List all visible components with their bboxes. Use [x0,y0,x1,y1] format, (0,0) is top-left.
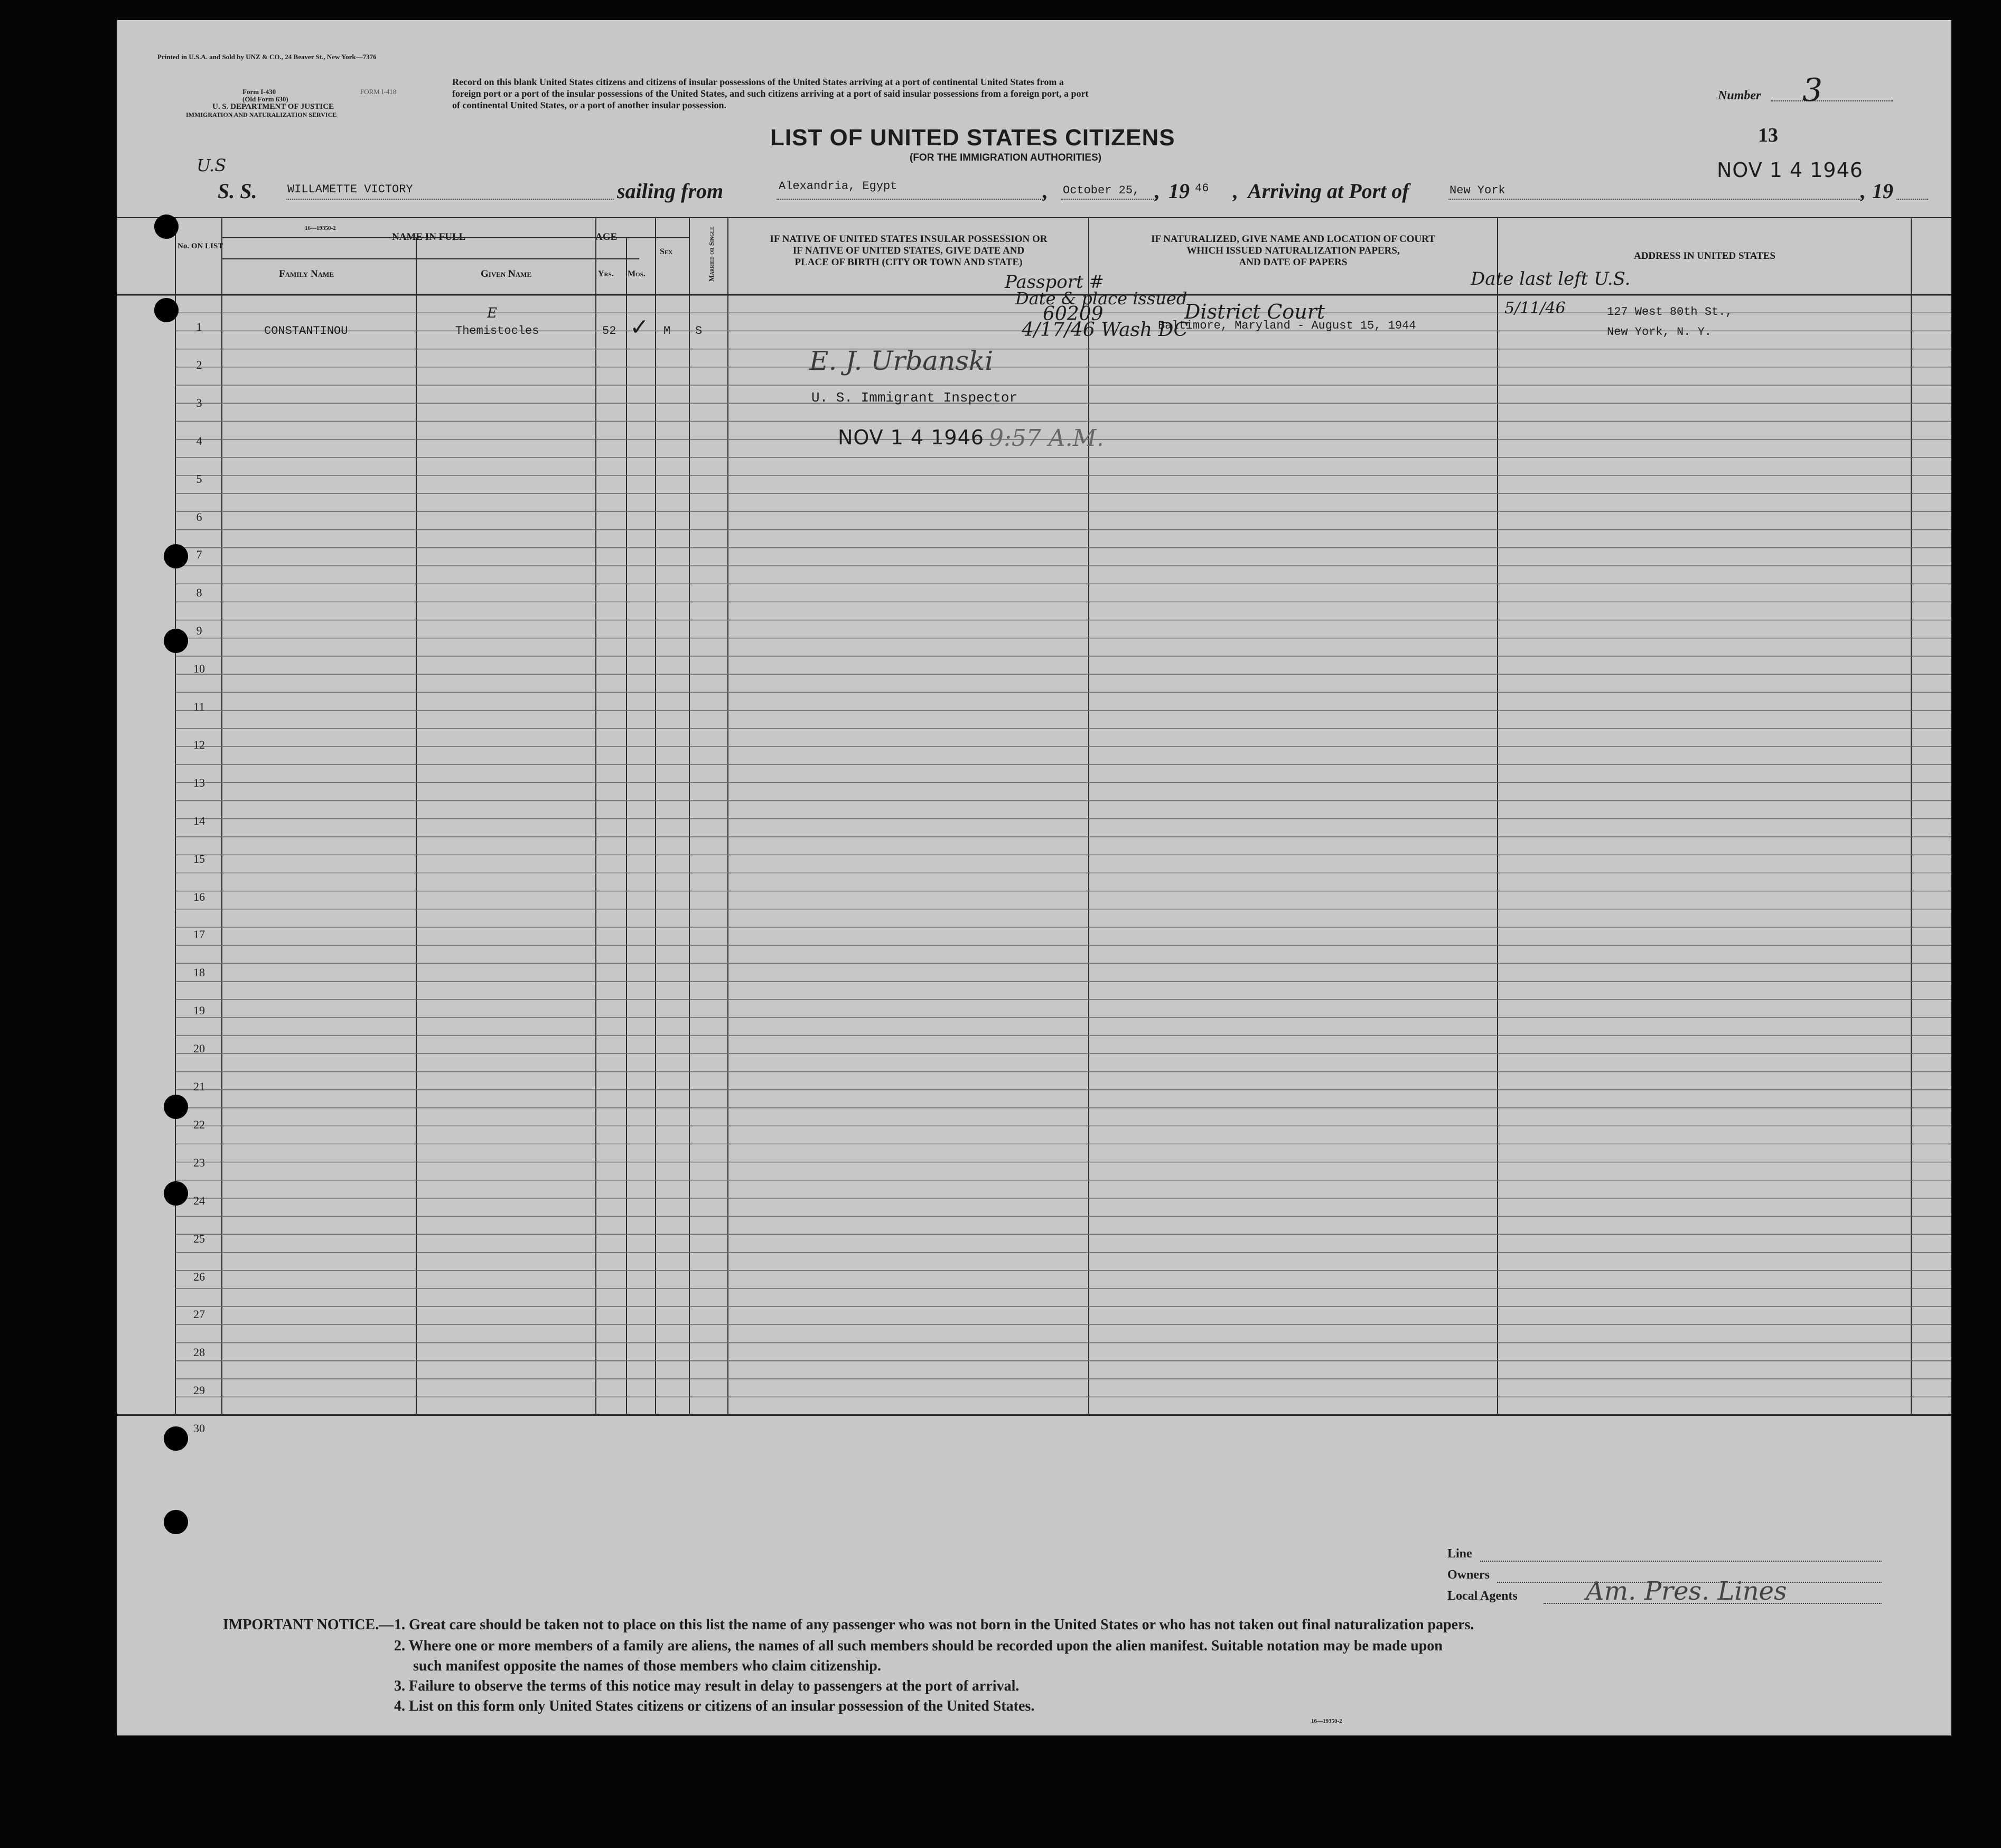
punch-hole [164,629,188,653]
row-number: 18 [193,966,205,979]
entry-court: Baltimore, Maryland - August 15, 1944 [1158,319,1416,332]
row-number: 11 [193,700,205,713]
note-passport: Passport # [1005,272,1104,293]
year-prefix: 19 [1168,179,1190,203]
row-number: 16 [193,890,205,903]
number-label: Number [1718,89,1761,102]
note-date-last-left: Date last left U.S. [1471,268,1631,290]
punch-hole [154,214,179,239]
punch-hole [164,544,188,568]
col-name-in-full: NAME IN FULL [392,231,466,242]
entry-marital: S [695,324,703,338]
instruction-line-2: foreign port or a port of the insular possessions of the United States, and such citizens arriving at a port of said insular possessions from a foreign port, a port [452,88,1089,99]
entry-given-name: Themistocles [455,324,539,338]
row-number: 26 [193,1270,205,1283]
number-value: 3 [1802,72,1823,109]
entry-court-handwritten: District Court [1184,300,1325,323]
notice-heading: IMPORTANT NOTICE.— [223,1617,394,1633]
entry-check-mark: ✓ [630,314,649,340]
row-number: 3 [196,396,202,409]
sailing-date: October 25, [1063,184,1140,197]
row-number: 22 [193,1117,205,1131]
instruction-line-3: of continental United States, or a port of another insular possession. [452,100,727,110]
row-number: 6 [196,510,202,524]
row-number: 25 [193,1231,205,1245]
ss-label: S. S. [218,179,257,203]
agents-value: Am. Pres. Lines [1586,1576,1787,1606]
sailing-from-port: Alexandria, Egypt [779,180,897,193]
form-code-top: 16—19350-2 [305,225,336,231]
row-number: 13 [193,776,205,789]
col-address: ADDRESS IN UNITED STATES [1633,250,1775,262]
row-number: 17 [193,928,205,941]
page-number: 13 [1758,124,1778,146]
row-number: 12 [193,738,205,751]
punch-hole [164,1426,188,1451]
notice-item-1: 1. Great care should be taken not to place on this list the name of any passenger who was not born in the United States or who has not taken out final naturalization papers. [394,1617,1474,1633]
row-number: 30 [193,1422,205,1435]
col-given-name: Given Name [481,268,532,279]
form-subtitle: (FOR THE IMMIGRATION AUTHORITIES) [910,152,1102,163]
agents-label: Local Agents [1447,1589,1518,1603]
row-number: 2 [196,358,202,371]
row-number: 10 [193,662,205,676]
col-married-single: Married or Single [707,227,715,282]
row-number: 9 [196,624,202,638]
ss-annotation: U.S [197,155,227,175]
notice-item-4: 4. List on this form only United States citizens or citizens of an insular possession of the United States. [394,1698,1035,1714]
inspector-time: 9:57 A.M. [989,425,1104,452]
col-sex: Sex [660,247,673,256]
owners-label: Owners [1447,1568,1490,1582]
col-family-name: Family Name [279,268,334,279]
sailing-from-label: sailing from [617,179,724,203]
entry-age: 52 [602,324,616,338]
notice-item-3: 3. Failure to observe the terms of this notice may result in delay to passengers at the port of arrival. [394,1678,1020,1694]
row-number: 24 [193,1193,205,1207]
entry-family-name: CONSTANTINOU [264,324,348,338]
form-title: LIST OF UNITED STATES CITIZENS [770,125,1175,151]
notice-item-2: 2. Where one or more members of a family are aliens, the names of all such members should be recorded upon the alien manifest. Suitable notation may be made upon [394,1638,1443,1654]
old-form: (Old Form 630) [242,95,288,103]
manifest-sheet: Printed in U.S.A. and Sold by UNZ & CO., 24 Beaver St., New York—7376 Form I-430 FORM I-418 (Old Form 630) U. S. DEPARTMENT OF JUSTICE IMMIGRATION AND NATURALIZATION SERVICE Record on this blank United States citizens and citizens of insular possessions of the United States arriving at a port of continental United States from a foreign port or a port of the insular possessions of the United States, and such citizens arriving at a port of said insular possessions from a foreign port, a port of continental United States, or a port of another insular possession. Number 3 LIST OF UNITED STATES CITIZENS (FOR THE IMMIGRATION AUTHORITIES) 13 NOV 1 4 1946 U.S S. S. WILLAMETTE VICTORY sailing from Alexandria, Egypt , October 25, , 19 46 , Arriving at Port of New York , 19 No. ON LIST 16—19350-2 NAME IN FULL AGE Family Name Given Name Yrs. Mos. Sex Married or Single IF NATIVE OF UNITED STATES INSULAR POSSESSION OR IF NATIVE OF UNITED STATES, GIVE DATE AND PLACE OF BIRTH (CITY OR TOWN AND STATE) IF NATURALIZED, GIVE NAME AND LOCATION OF COURT WHICH ISSUED NATURALIZATION PAPERS, AND DATE OF PAPERS ADDRESS IN UNITED STATES Passport # Date & place issued Date last left U.S. 1 2 3 4 5 6 7 8 9 10 11 12 13 14 15 16 17 18 19 20 21 22 23 24 25 26 27 28 29 30 CONSTANTINOU Themistocles E 52 ✓ M S 60209 4/17/46 Wash DC District Court Baltimore, Maryland - August 15, 1944 5/11/46 127 West 80th St., New York, N. Y. E. J. Urbanski U. S. Immigrant Inspector NOV 1 4 1946 9:57 A.M. Line Owners Local Agents Am. Pres. Lines IMPORTANT NOTICE.— 1. Great care should be taken not to place on this list the name of any passenger who was not born in the United States or who has not taken out final naturalization papers. 2. Where one or more members of a family are aliens, the names of all such members should be recorded upon the alien manifest. Suitable notation may be made upon such manifest opposite the names of those members who claim citizenship. 3. Failure to observe the terms of this notice may result in delay to passengers at the port of arrival. 4. List on this form only United States citizens or citizens of an insular possession of the United States. 16—19350-2 [117,20,1951,1735]
year-suffix: 46 [1195,182,1209,195]
row-number: 7 [196,548,202,562]
entry-passport-number: 60209 [1043,303,1104,325]
form-id: Form I-430 [242,88,276,96]
instruction-line-1: Record on this blank United States citizens and citizens of insular possessions of the United States arriving at a port of continental United States from a [452,77,1064,87]
row-number: 20 [193,1042,205,1056]
punch-hole [154,298,179,322]
row-number: 29 [193,1384,205,1397]
row-number: 8 [196,586,202,600]
col-naturalized: IF NATURALIZED, GIVE NAME AND LOCATION OF COURT WHICH ISSUED NATURALIZATION PAPERS, AND DATE OF PAPERS [1151,234,1435,268]
row-number: 14 [193,814,205,827]
col-yrs: Yrs. [598,269,614,278]
col-age: AGE [595,231,618,242]
service: IMMIGRATION AND NATURALIZATION SERVICE [186,111,337,118]
row-number: 28 [193,1346,205,1359]
inspector-title: U. S. Immigrant Inspector [811,390,1018,406]
printer-line: Printed in U.S.A. and Sold by UNZ & CO., 24 Beaver St., New York—7376 [157,53,377,61]
punch-hole [164,1095,188,1119]
department: U. S. DEPARTMENT OF JUSTICE [212,102,334,111]
arriving-port: New York [1450,184,1506,197]
date-stamp-top: NOV 1 4 1946 [1717,158,1863,182]
notice-item-2b: such manifest opposite the names of those members who claim citizenship. [413,1658,881,1674]
entry-address-1: 127 West 80th St., [1607,305,1733,319]
entry-given-correction: E [487,305,497,321]
line-label: Line [1447,1547,1472,1561]
row-number: 1 [196,320,202,333]
punch-hole [164,1510,188,1534]
row-number: 4 [196,434,202,447]
col-mos: Mos. [628,269,646,278]
arriving-label: Arriving at Port of [1248,179,1409,203]
row-number: 27 [193,1308,205,1321]
entry-sex: M [663,324,671,338]
col-no-on-list: No. ON LIST [177,242,223,250]
entry-last-left: 5/11/46 [1504,299,1566,318]
inspector-stamp-date: NOV 1 4 1946 [838,426,984,449]
inspector-signature: E. J. Urbanski [809,346,994,376]
note-date-place: Date & place issued [1015,288,1187,309]
row-number: 23 [193,1155,205,1169]
row-number: 21 [193,1080,205,1093]
entry-passport-issue: 4/17/46 Wash DC [1022,319,1189,341]
end-year-prefix: 19 [1872,179,1893,203]
col-native: IF NATIVE OF UNITED STATES INSULAR POSSESSION OR IF NATIVE OF UNITED STATES, GIVE DATE AND PLACE OF BIRTH (CITY OR TOWN AND STATE) [770,234,1048,268]
row-number: 19 [193,1004,205,1018]
ship-name: WILLAMETTE VICTORY [287,183,413,196]
stamped-form: FORM I-418 [360,88,397,96]
row-number: 5 [196,472,202,486]
punch-hole [164,1181,188,1206]
form-code-bottom: 16—19350-2 [1311,1718,1342,1724]
entry-address-2: New York, N. Y. [1607,325,1712,339]
row-number: 15 [193,852,205,865]
